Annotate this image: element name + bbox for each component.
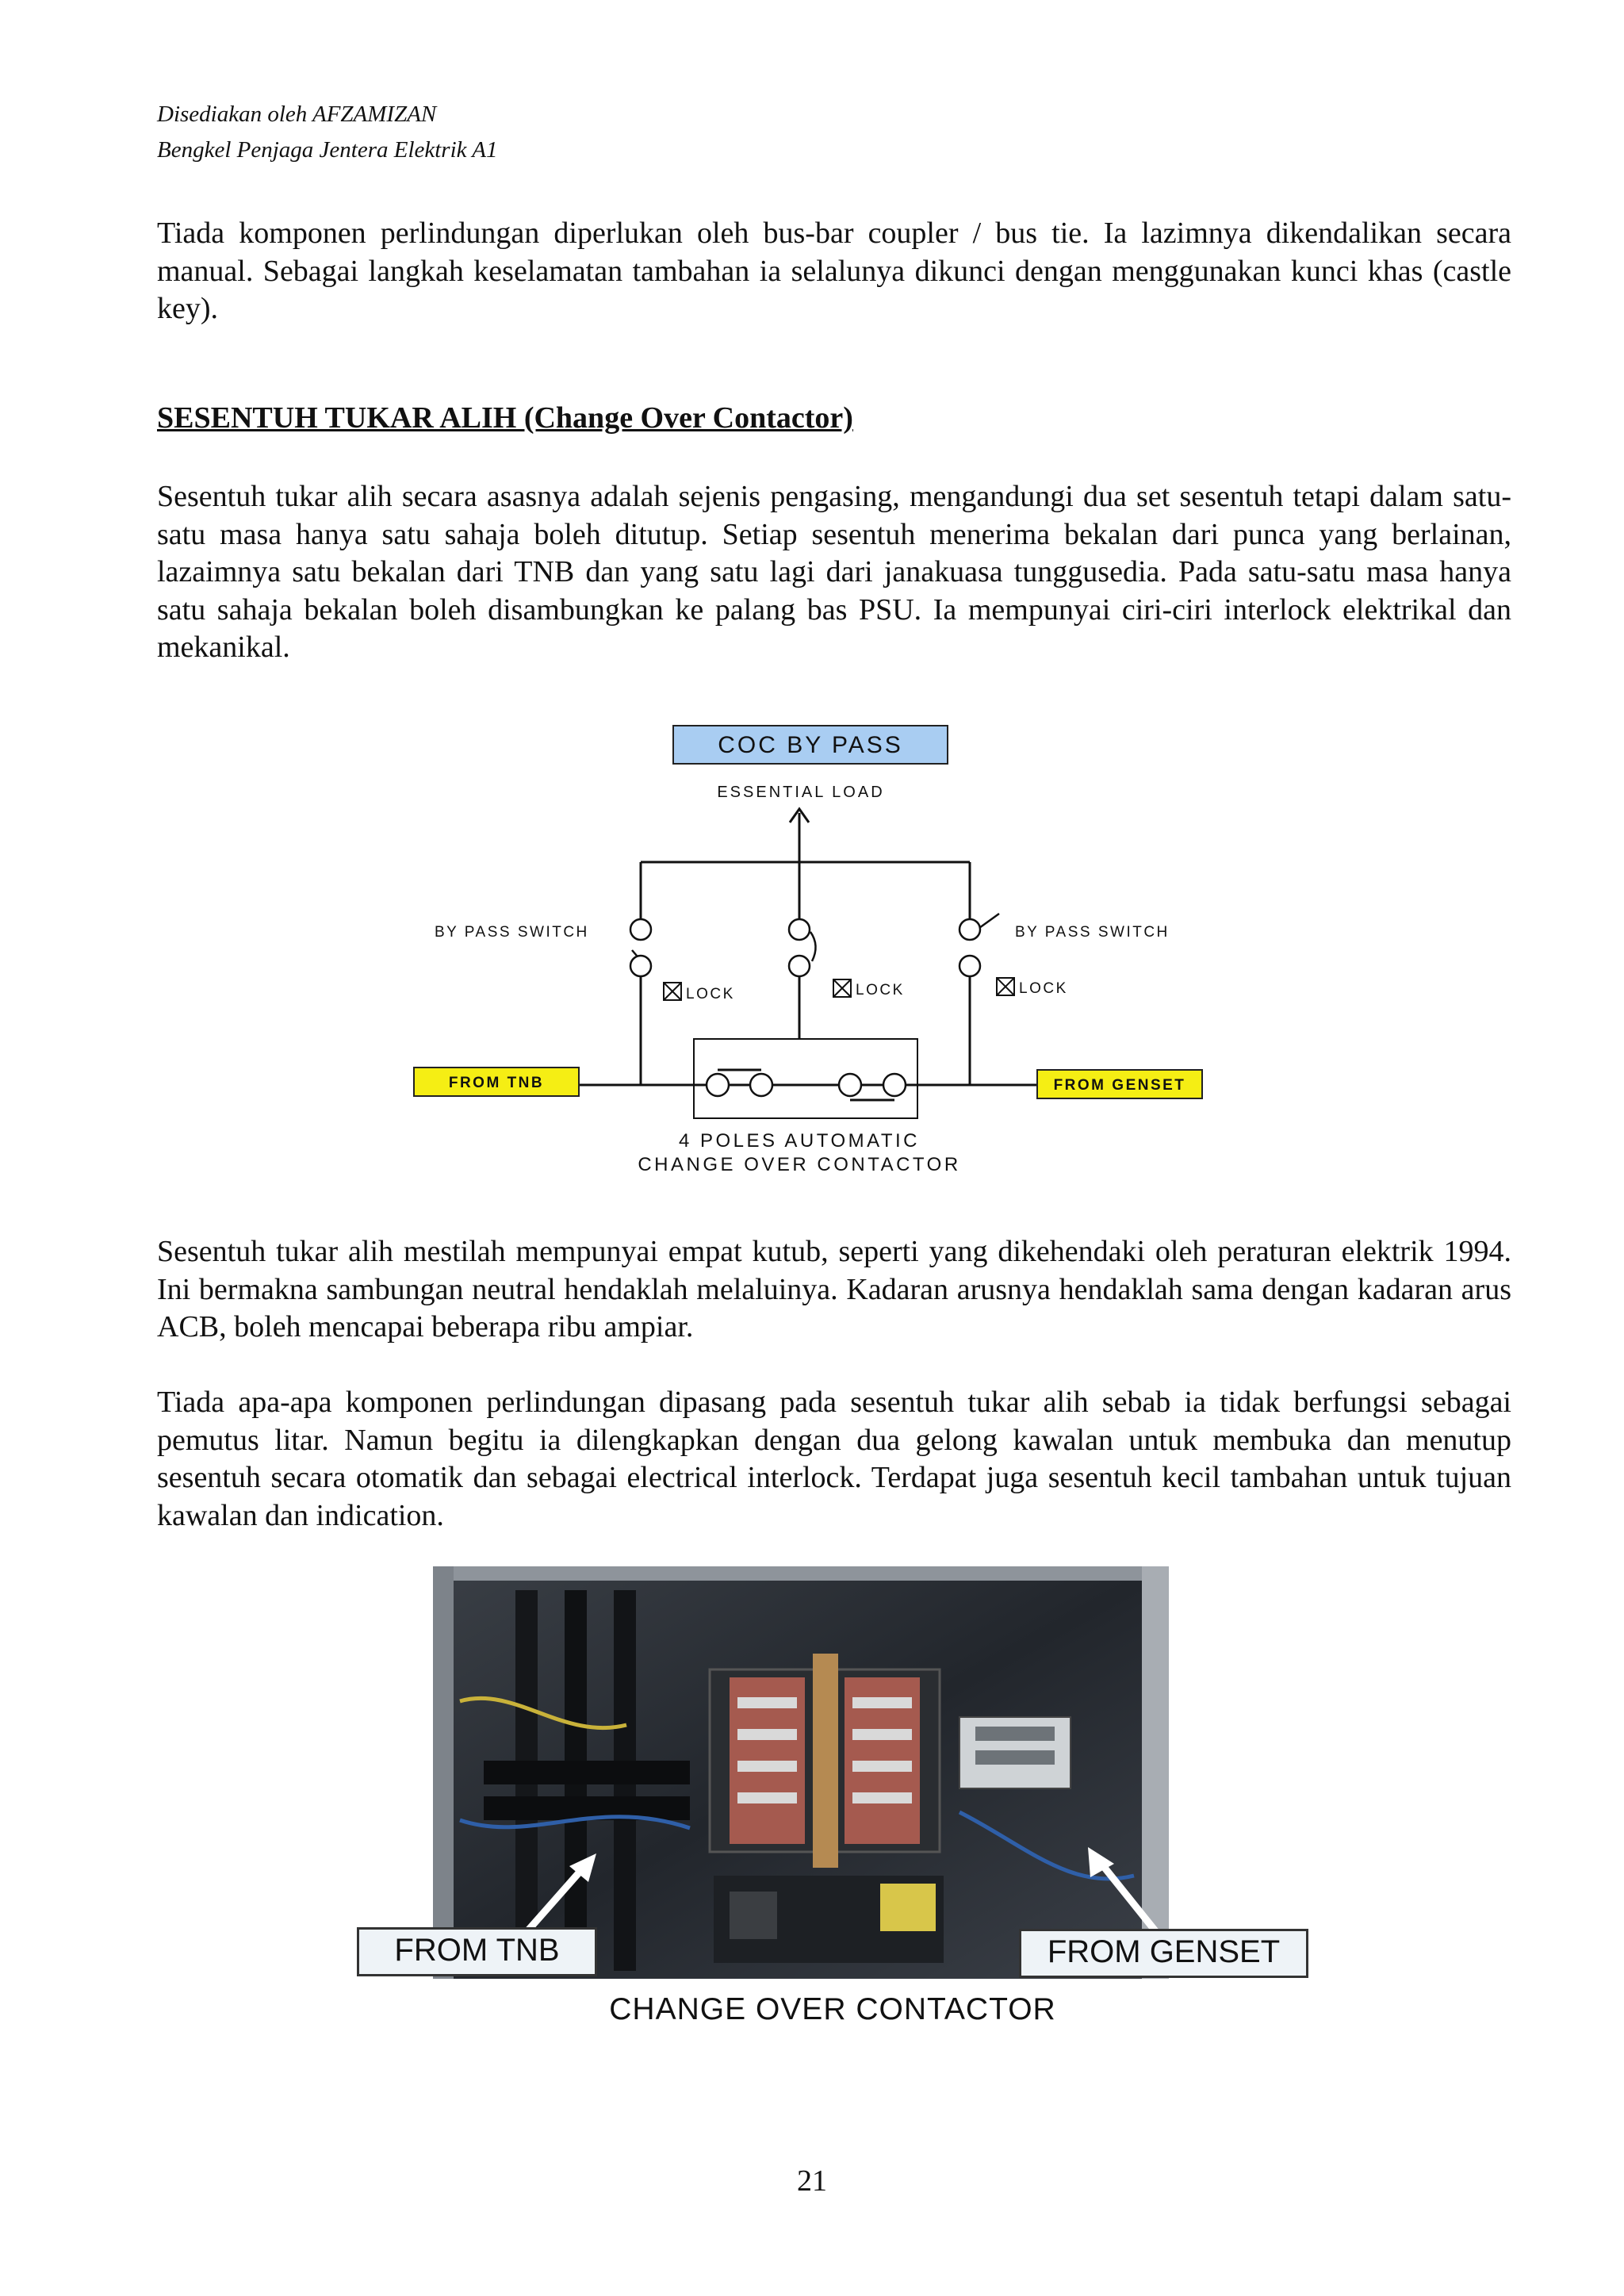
right-switch-contact-top (959, 919, 980, 940)
photo-label-from-genset: FROM GENSET (1019, 1929, 1308, 1978)
lock-label-middle: LOCK (856, 982, 905, 999)
essential-load-label: ESSENTIAL LOAD (717, 784, 885, 801)
header-workshop: Bengkel Penjaga Jentera Elektrik A1 (157, 137, 498, 163)
from-genset-label: FROM GENSET (1053, 1077, 1186, 1094)
contactor-contact (883, 1074, 906, 1096)
left-switch-contact-top (630, 919, 651, 940)
page-header (157, 97, 497, 168)
contactor-contact (839, 1074, 861, 1096)
diagram-title: COC BY PASS (718, 732, 903, 758)
contactor-contact (707, 1074, 729, 1096)
from-tnb-label: FROM TNB (448, 1075, 545, 1091)
middle-switch-contact-top (789, 919, 810, 940)
contactor-contact (750, 1074, 772, 1096)
contactor-label-line2: CHANGE OVER CONTACTOR (638, 1154, 961, 1175)
page-number: 21 (797, 2164, 827, 2198)
photo-label-from-tnb: FROM TNB (357, 1927, 597, 1976)
right-switch-contact-bottom (959, 956, 980, 976)
section-heading: SESENTUH TUKAR ALIH (Change Over Contactor) (157, 401, 853, 435)
coc-bypass-diagram (396, 714, 1229, 1190)
lock-icon (833, 979, 851, 997)
paragraph-four-poles: Sesentuh tukar alih mestilah mempunyai empat kutub, seperti yang dikehendaki oleh peraturan elektrik 1994. Ini bermakna sambungan neutral hendaklah melaluinya. Kadaran arusnya hendaklah sama dengan kadaran arus ACB, boleh mencapai beberapa ribu ampiar. (157, 1235, 1511, 1343)
paragraph-no-protection: Tiada apa-apa komponen perlindungan dipasang pada sesentuh tukar alih sebab ia tidak berfungsi sebagai pemutus litar. Namun begitu ia dilengkapkan dengan dua gelong kawalan untuk membuka dan menutup sesentuh secara otomatik dan sebagai electrical interlock. Terdapat juga sesentuh kecil tambahan untuk tujuan kawalan dan indication. (157, 1386, 1511, 1532)
lock-label-right: LOCK (1019, 980, 1068, 997)
bypass-switch-right-label: BY PASS SWITCH (1015, 924, 1170, 941)
right-switch-blade (979, 914, 999, 928)
header-author: Disediakan oleh AFZAMIZAN (157, 102, 437, 127)
paragraph-coc-intro: Sesentuh tukar alih secara asasnya adalah sejenis pengasing, mengandungi dua set sesentuh tetapi dalam satu-satu masa hanya satu sahaja boleh ditutup. Setiap sesentuh menerima bekalan dari punca yang berlainan, lazaimnya satu bekalan dari TNB dan yang satu lagi dari janakuasa tunggusedia. Pada satu-satu masa hanya satu sahaja bekalan boleh disambungkan ke palang bas PSU. Ia mempunyai ciri-ciri interlock elektrikal dan mekanikal. (157, 480, 1511, 664)
lock-icon (664, 983, 681, 1000)
middle-switch-contact-bottom (789, 956, 810, 976)
lock-label-left: LOCK (686, 986, 735, 1002)
lock-icon (997, 978, 1014, 995)
paragraph-bus-tie: Tiada komponen perlindungan diperlukan oleh bus-bar coupler / bus tie. Ia lazimnya dikendalikan secara manual. Sebagai langkah keselamatan tambahan ia selalunya dikunci dengan menggunakan kunci khas (castle key). (157, 217, 1511, 325)
contactor-label-line1: 4 POLES AUTOMATIC (678, 1130, 921, 1152)
photo-caption: CHANGE OVER CONTACTOR (609, 1992, 1056, 2026)
bypass-switch-left-label: BY PASS SWITCH (435, 924, 589, 941)
change-over-contactor-photo (357, 1558, 1308, 2010)
middle-switch-blade (810, 932, 816, 961)
left-switch-contact-bottom (630, 956, 651, 976)
